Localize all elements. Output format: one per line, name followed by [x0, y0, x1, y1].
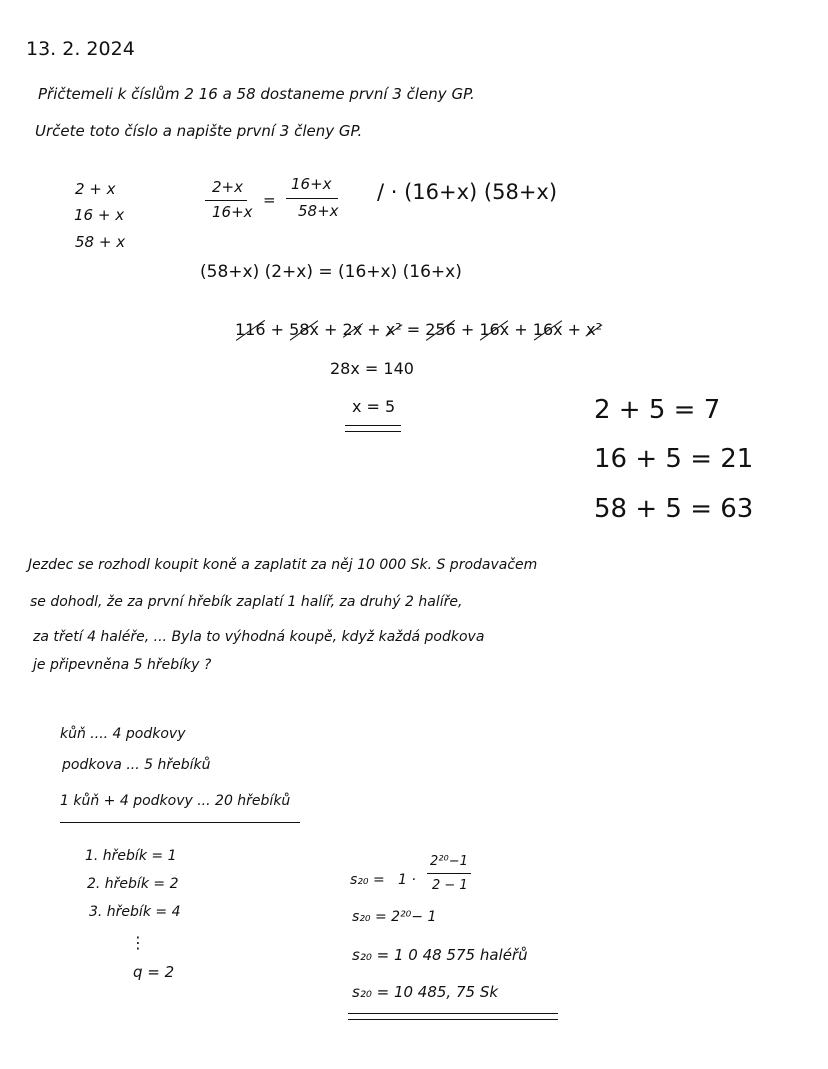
task2-line4: je připevněna 5 hřebíky ?	[33, 657, 212, 673]
sum-1-denominator: 2 − 1	[432, 878, 468, 893]
sum-1-coef: 1 ·	[398, 872, 416, 888]
fact-total-nails: 1 kůň + 4 podkovy ... 20 hřebíků	[60, 793, 291, 809]
check-2: 16 + 5 = 21	[594, 444, 754, 474]
task2-line1: Jezdec se rozhodl koupit koně a zaplatit za něj 10 000 Sk. S prodavačem	[28, 557, 538, 573]
frac-right-bar	[286, 198, 338, 199]
term-16x-b: 16x	[532, 320, 563, 339]
task1-line2: Určete toto číslo a napište první 3 členy GP.	[35, 122, 363, 140]
task2-line3: za třetí 4 haléře, ... Byla to výhodná koupě, když každá podkova	[33, 629, 485, 645]
task2-line2: se dohodl, že za první hřebík zaplatí 1 halíř, za druhý 2 halíře,	[30, 594, 463, 610]
frac-right-numerator: 16+x	[291, 175, 332, 193]
final-underline-2	[348, 1019, 558, 1020]
frac-equals: =	[263, 191, 276, 209]
term-x2-left: x²	[385, 320, 402, 339]
term-3: 58 + x	[75, 233, 126, 251]
frac-left-denominator: 16+x	[212, 203, 253, 221]
task1-line1: Přičtemeli k číslům 2 16 a 58 dostaneme první 3 členy GP.	[38, 85, 475, 103]
product-equation: (58+x) (2+x) = (16+x) (16+x)	[200, 262, 462, 282]
sum-1-fraction-bar	[427, 873, 471, 874]
ratio-q: q = 2	[133, 963, 175, 981]
check-3: 58 + 5 = 63	[594, 494, 754, 524]
nail-dots: ⋮	[130, 933, 146, 952]
frac-left-numerator: 2+x	[212, 178, 243, 196]
frac-right-denominator: 58+x	[298, 202, 339, 220]
term-x2-right: x²	[586, 320, 603, 339]
frac-left-bar	[205, 200, 247, 201]
simplified-equation: 28x = 140	[330, 359, 414, 378]
term-2x: 2x	[342, 320, 363, 339]
multiply-both-sides: / · (16+x) (58+x)	[377, 180, 558, 204]
expanded-equation: 116 + 58x + 2x + x² = 256 + 16x + 16x + x²	[235, 320, 603, 339]
result-underline-2	[345, 431, 401, 432]
final-underline-1	[348, 1013, 558, 1014]
date: 13. 2. 2024	[26, 38, 135, 60]
sum-1-numerator: 2²⁰−1	[430, 854, 468, 869]
result-underline-1	[345, 425, 401, 426]
facts-underline	[60, 822, 300, 823]
nail-1: 1. hřebík = 1	[85, 848, 177, 864]
term-2: 16 + x	[74, 206, 125, 224]
sum-1-label: s₂₀ =	[350, 872, 385, 888]
sum-4: s₂₀ = 10 485, 75 Sk	[352, 983, 499, 1001]
term-16x-a: 16x	[479, 320, 510, 339]
check-1: 2 + 5 = 7	[594, 395, 721, 425]
fact-horse-shoes: kůň .... 4 podkovy	[60, 726, 186, 742]
nail-3: 3. hřebík = 4	[89, 904, 181, 920]
nail-2: 2. hřebík = 2	[87, 876, 179, 892]
term-116: 116	[235, 320, 266, 339]
result-x: x = 5	[352, 397, 396, 416]
term-58x: 58x	[289, 320, 319, 339]
sum-3: s₂₀ = 1 0 48 575 haléřů	[352, 946, 528, 964]
term-1: 2 + x	[75, 180, 116, 198]
fact-shoe-nails: podkova ... 5 hřebíků	[62, 757, 211, 773]
sum-2: s₂₀ = 2²⁰− 1	[352, 909, 437, 925]
term-256: 256	[425, 320, 456, 339]
